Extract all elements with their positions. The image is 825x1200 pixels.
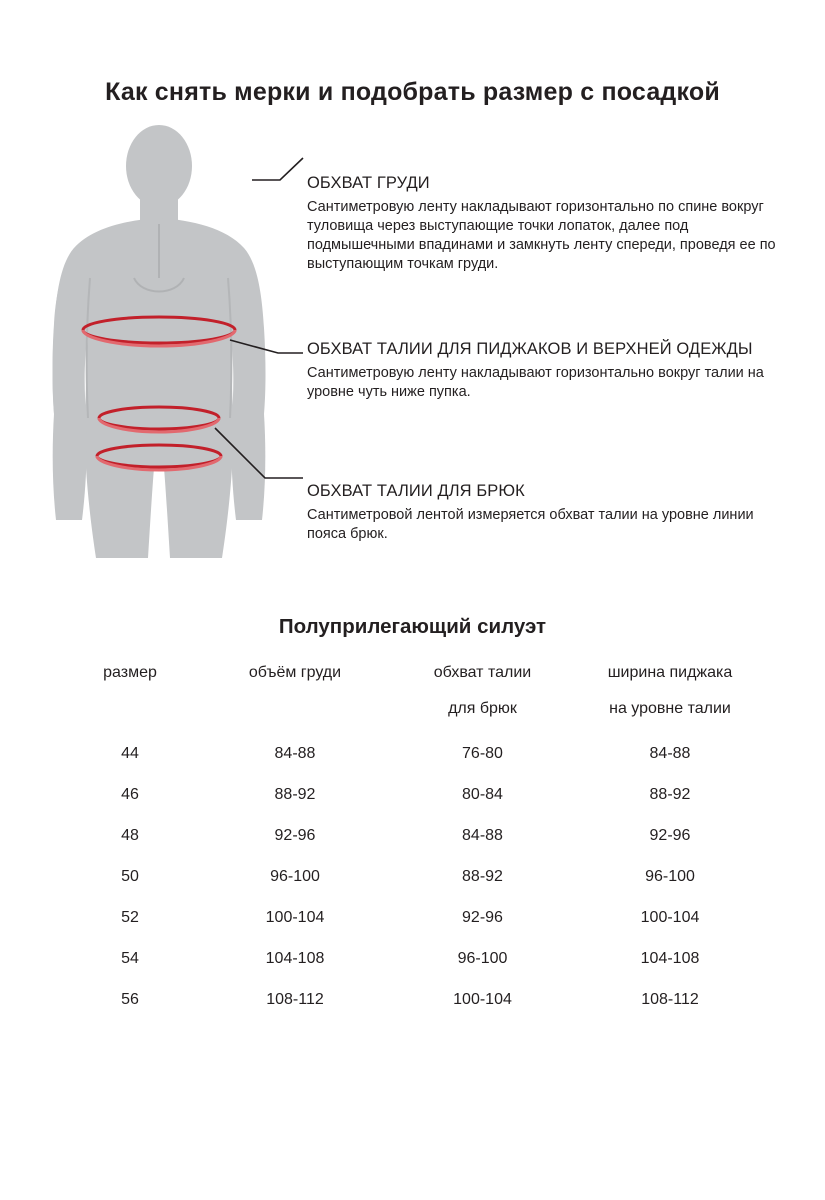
table-header-jacket-width-line1: ширина пиджака [607, 664, 733, 681]
callout-waist-jacket-body: Сантиметровую ленту накладывают горизонтально вокруг талии на уровне чуть ниже пупка. [307, 365, 764, 400]
cell-chest: 88-92 [274, 786, 316, 803]
cell-size: 52 [121, 909, 139, 926]
cell-jacket-width: 100-104 [640, 909, 700, 926]
table-header-waist [390, 662, 575, 734]
table-row [60, 939, 765, 980]
leader-line-chest [252, 158, 303, 180]
table-row [60, 734, 765, 775]
table-header-waist-line2: для брюк [448, 700, 517, 717]
cell-size: 56 [121, 991, 139, 1008]
cell-size: 54 [121, 950, 139, 967]
cell-chest: 92-96 [274, 827, 316, 844]
cell-chest: 96-100 [270, 868, 320, 885]
cell-chest: 100-104 [265, 909, 325, 926]
cell-chest: 108-112 [266, 991, 324, 1008]
cell-chest: 104-108 [265, 950, 325, 967]
callout-waist-jacket-heading: ОБХВАТ ТАЛИИ ДЛЯ ПИДЖАКОВ И ВЕРХНЕЙ ОДЕЖДЫ [307, 340, 753, 358]
page-title: Как снять мерки и подобрать размер с посадкой [105, 78, 720, 106]
cell-waist: 96-100 [457, 950, 508, 967]
callout-waist-jacket [307, 340, 807, 402]
cell-size: 44 [121, 745, 139, 762]
callout-chest-body: Сантиметровую ленту накладывают горизонтально по спине вокруг туловища через выступающие точки лопаток, далее под подмышечными впадинами и замкнуть ленту спереди, проведя ее по выступающим точкам груди. [307, 199, 776, 272]
size-table-title: Полуприлегающий силуэт [278, 615, 547, 638]
body-figure [30, 128, 310, 598]
callout-chest-heading: ОБХВАТ ГРУДИ [307, 174, 430, 192]
table-header-size-line2 [60, 698, 200, 734]
cell-waist: 100-104 [453, 991, 512, 1008]
cell-jacket-width: 108-112 [641, 991, 699, 1008]
table-header-chest-line2 [200, 698, 390, 734]
table-row [60, 816, 765, 857]
table-header-waist-line1: обхват талии [433, 664, 532, 681]
cell-jacket-width: 92-96 [649, 827, 691, 844]
cell-jacket-width: 88-92 [649, 786, 691, 803]
table-header-chest [200, 662, 390, 734]
cell-size: 48 [121, 827, 139, 844]
callout-waist-trousers [307, 482, 777, 544]
table-header-chest-line1: объём груди [248, 664, 342, 681]
cell-waist: 76-80 [462, 745, 503, 762]
callout-chest [307, 174, 777, 274]
table-header-size [60, 662, 200, 734]
size-table [60, 662, 765, 1021]
cell-jacket-width: 104-108 [640, 950, 700, 967]
cell-waist: 92-96 [462, 909, 503, 926]
callout-waist-trousers-body: Сантиметровой лентой измеряется обхват талии на уровне линии пояса брюк. [307, 507, 754, 542]
cell-chest: 84-88 [274, 745, 316, 762]
cell-jacket-width: 84-88 [649, 745, 691, 762]
cell-jacket-width: 96-100 [645, 868, 695, 885]
table-row [60, 775, 765, 816]
table-header-row [60, 662, 765, 734]
cell-waist: 84-88 [462, 827, 503, 844]
cell-waist: 80-84 [462, 786, 503, 803]
table-row [60, 980, 765, 1021]
table-header-jacket-width-line2: на уровне талии [609, 700, 731, 717]
callout-waist-trousers-heading: ОБХВАТ ТАЛИИ ДЛЯ БРЮК [307, 482, 525, 500]
table-row [60, 898, 765, 939]
cell-waist: 88-92 [462, 868, 503, 885]
cell-size: 50 [121, 868, 139, 885]
cell-size: 46 [121, 786, 139, 803]
table-header-jacket-width [575, 662, 765, 734]
table-header-size-line1: размер [103, 664, 157, 681]
table-row [60, 857, 765, 898]
